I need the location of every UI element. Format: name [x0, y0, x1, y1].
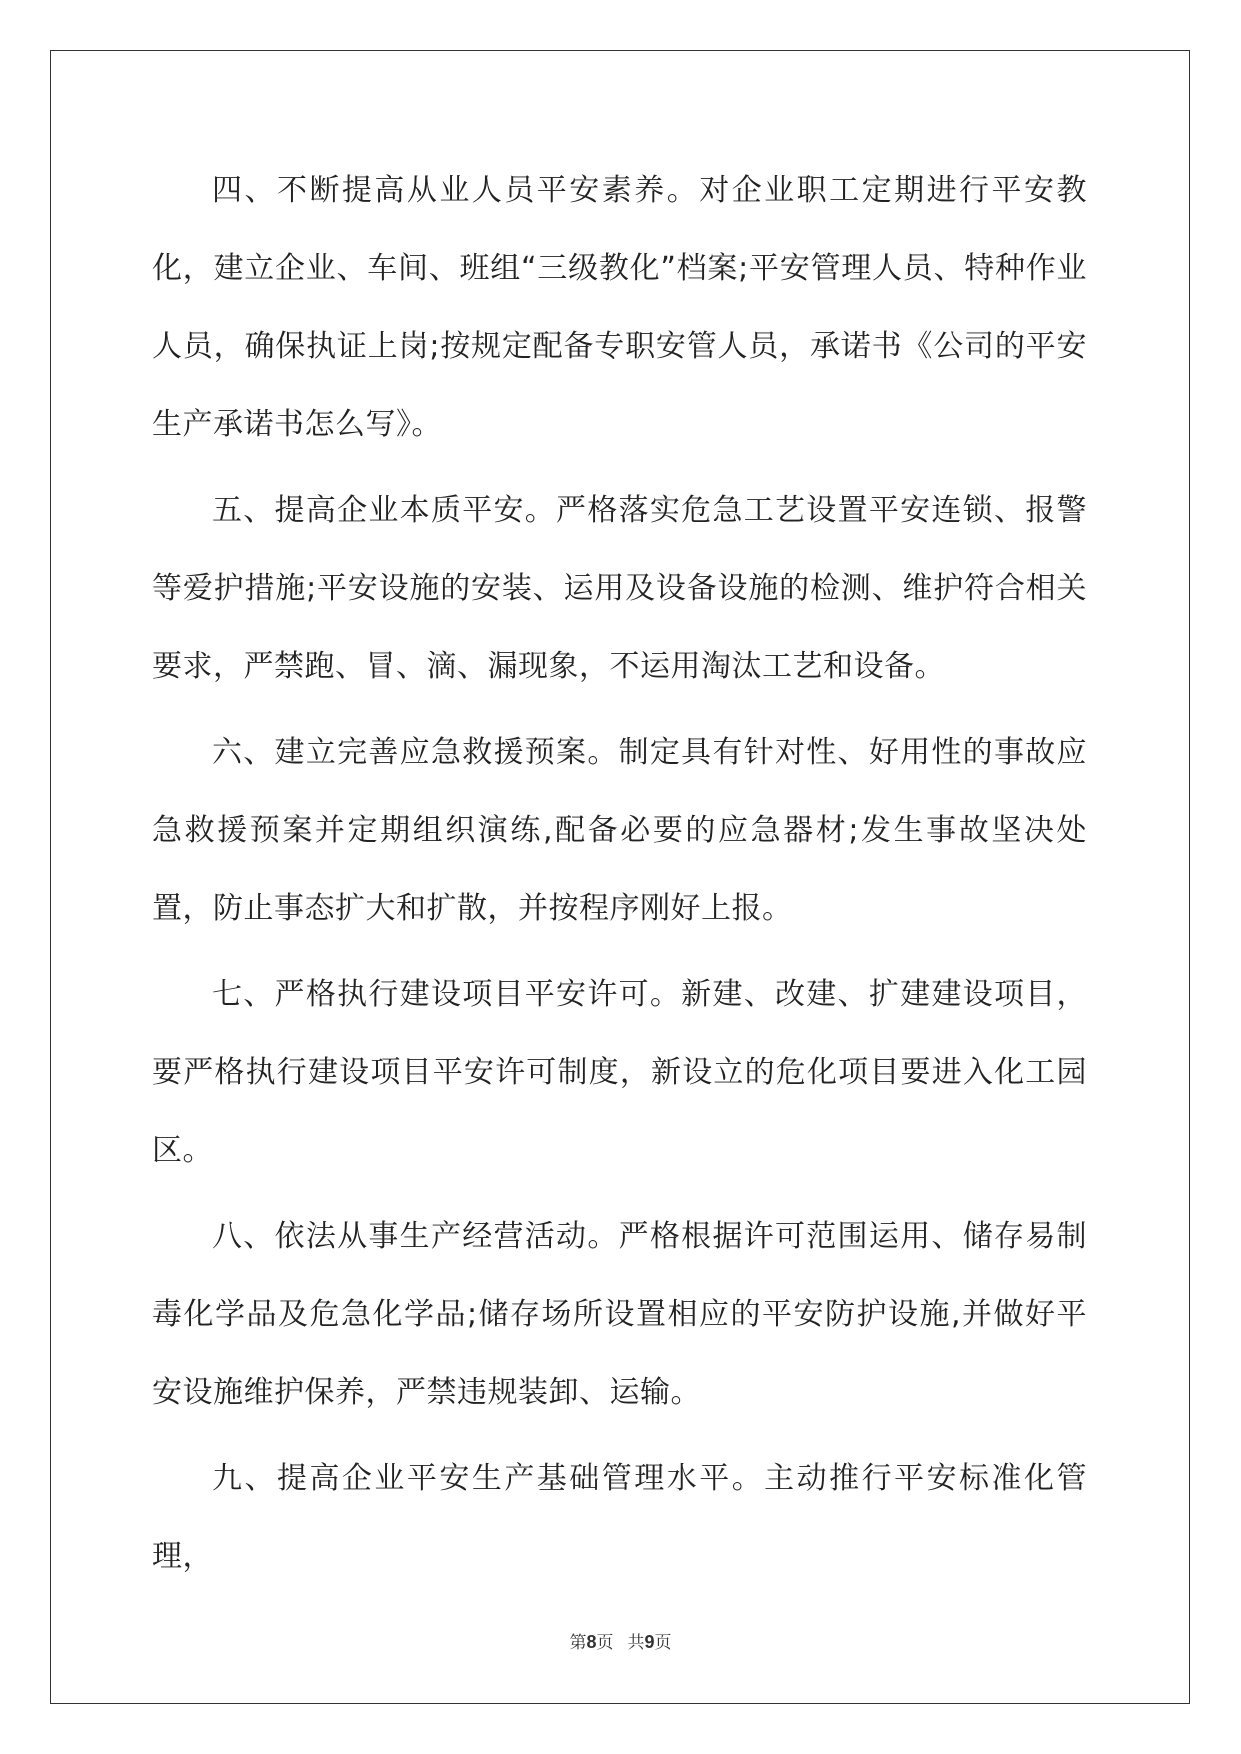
- paragraph-9: 九、提高企业平安生产基础管理水平。主动推行平安标准化管理，: [152, 1461, 1087, 1574]
- page-footer: [0, 1630, 1241, 1655]
- current-page-number: 8: [586, 1632, 597, 1652]
- paragraph-7: 七、严格执行建设项目平安许可。新建、改建、扩建建设项目，要严格执行建设项目平安许可制度，新设立的危化项目要进入化工园区。: [152, 977, 1087, 1168]
- page-number-label: 第8页: [569, 1632, 614, 1653]
- paragraph-4: 四、不断提高从业人员平安素养。对企业职工定期进行平安教化，建立企业、车间、班组“三级教化”档案;平安管理人员、特种作业人员，确保执证上岗;按规定配备专职安管人员，承诺书《公司的平安生产承诺书怎么写》。: [152, 173, 1087, 442]
- total-pages-label: 共9页: [627, 1632, 672, 1653]
- document-body: [152, 152, 1087, 1604]
- paragraph-8: 八、依法从事生产经营活动。严格根据许可范围运用、储存易制毒化学品及危急化学品;储存场所设置相应的平安防护设施,并做好平安设施维护保养，严禁违规装卸、运输。: [152, 1219, 1087, 1410]
- paragraph-6: 六、建立完善应急救援预案。制定具有针对性、好用性的事故应急救援预案并定期组织演练,配备必要的应急器材;发生事故坚决处置，防止事态扩大和扩散，并按程序刚好上报。: [152, 735, 1087, 926]
- paragraph-5: 五、提高企业本质平安。严格落实危急工艺设置平安连锁、报警等爱护措施;平安设施的安装、运用及设备设施的检测、维护符合相关要求，严禁跑、冒、滴、漏现象，不运用淘汰工艺和设备。: [152, 493, 1087, 684]
- total-page-number: 9: [644, 1632, 655, 1652]
